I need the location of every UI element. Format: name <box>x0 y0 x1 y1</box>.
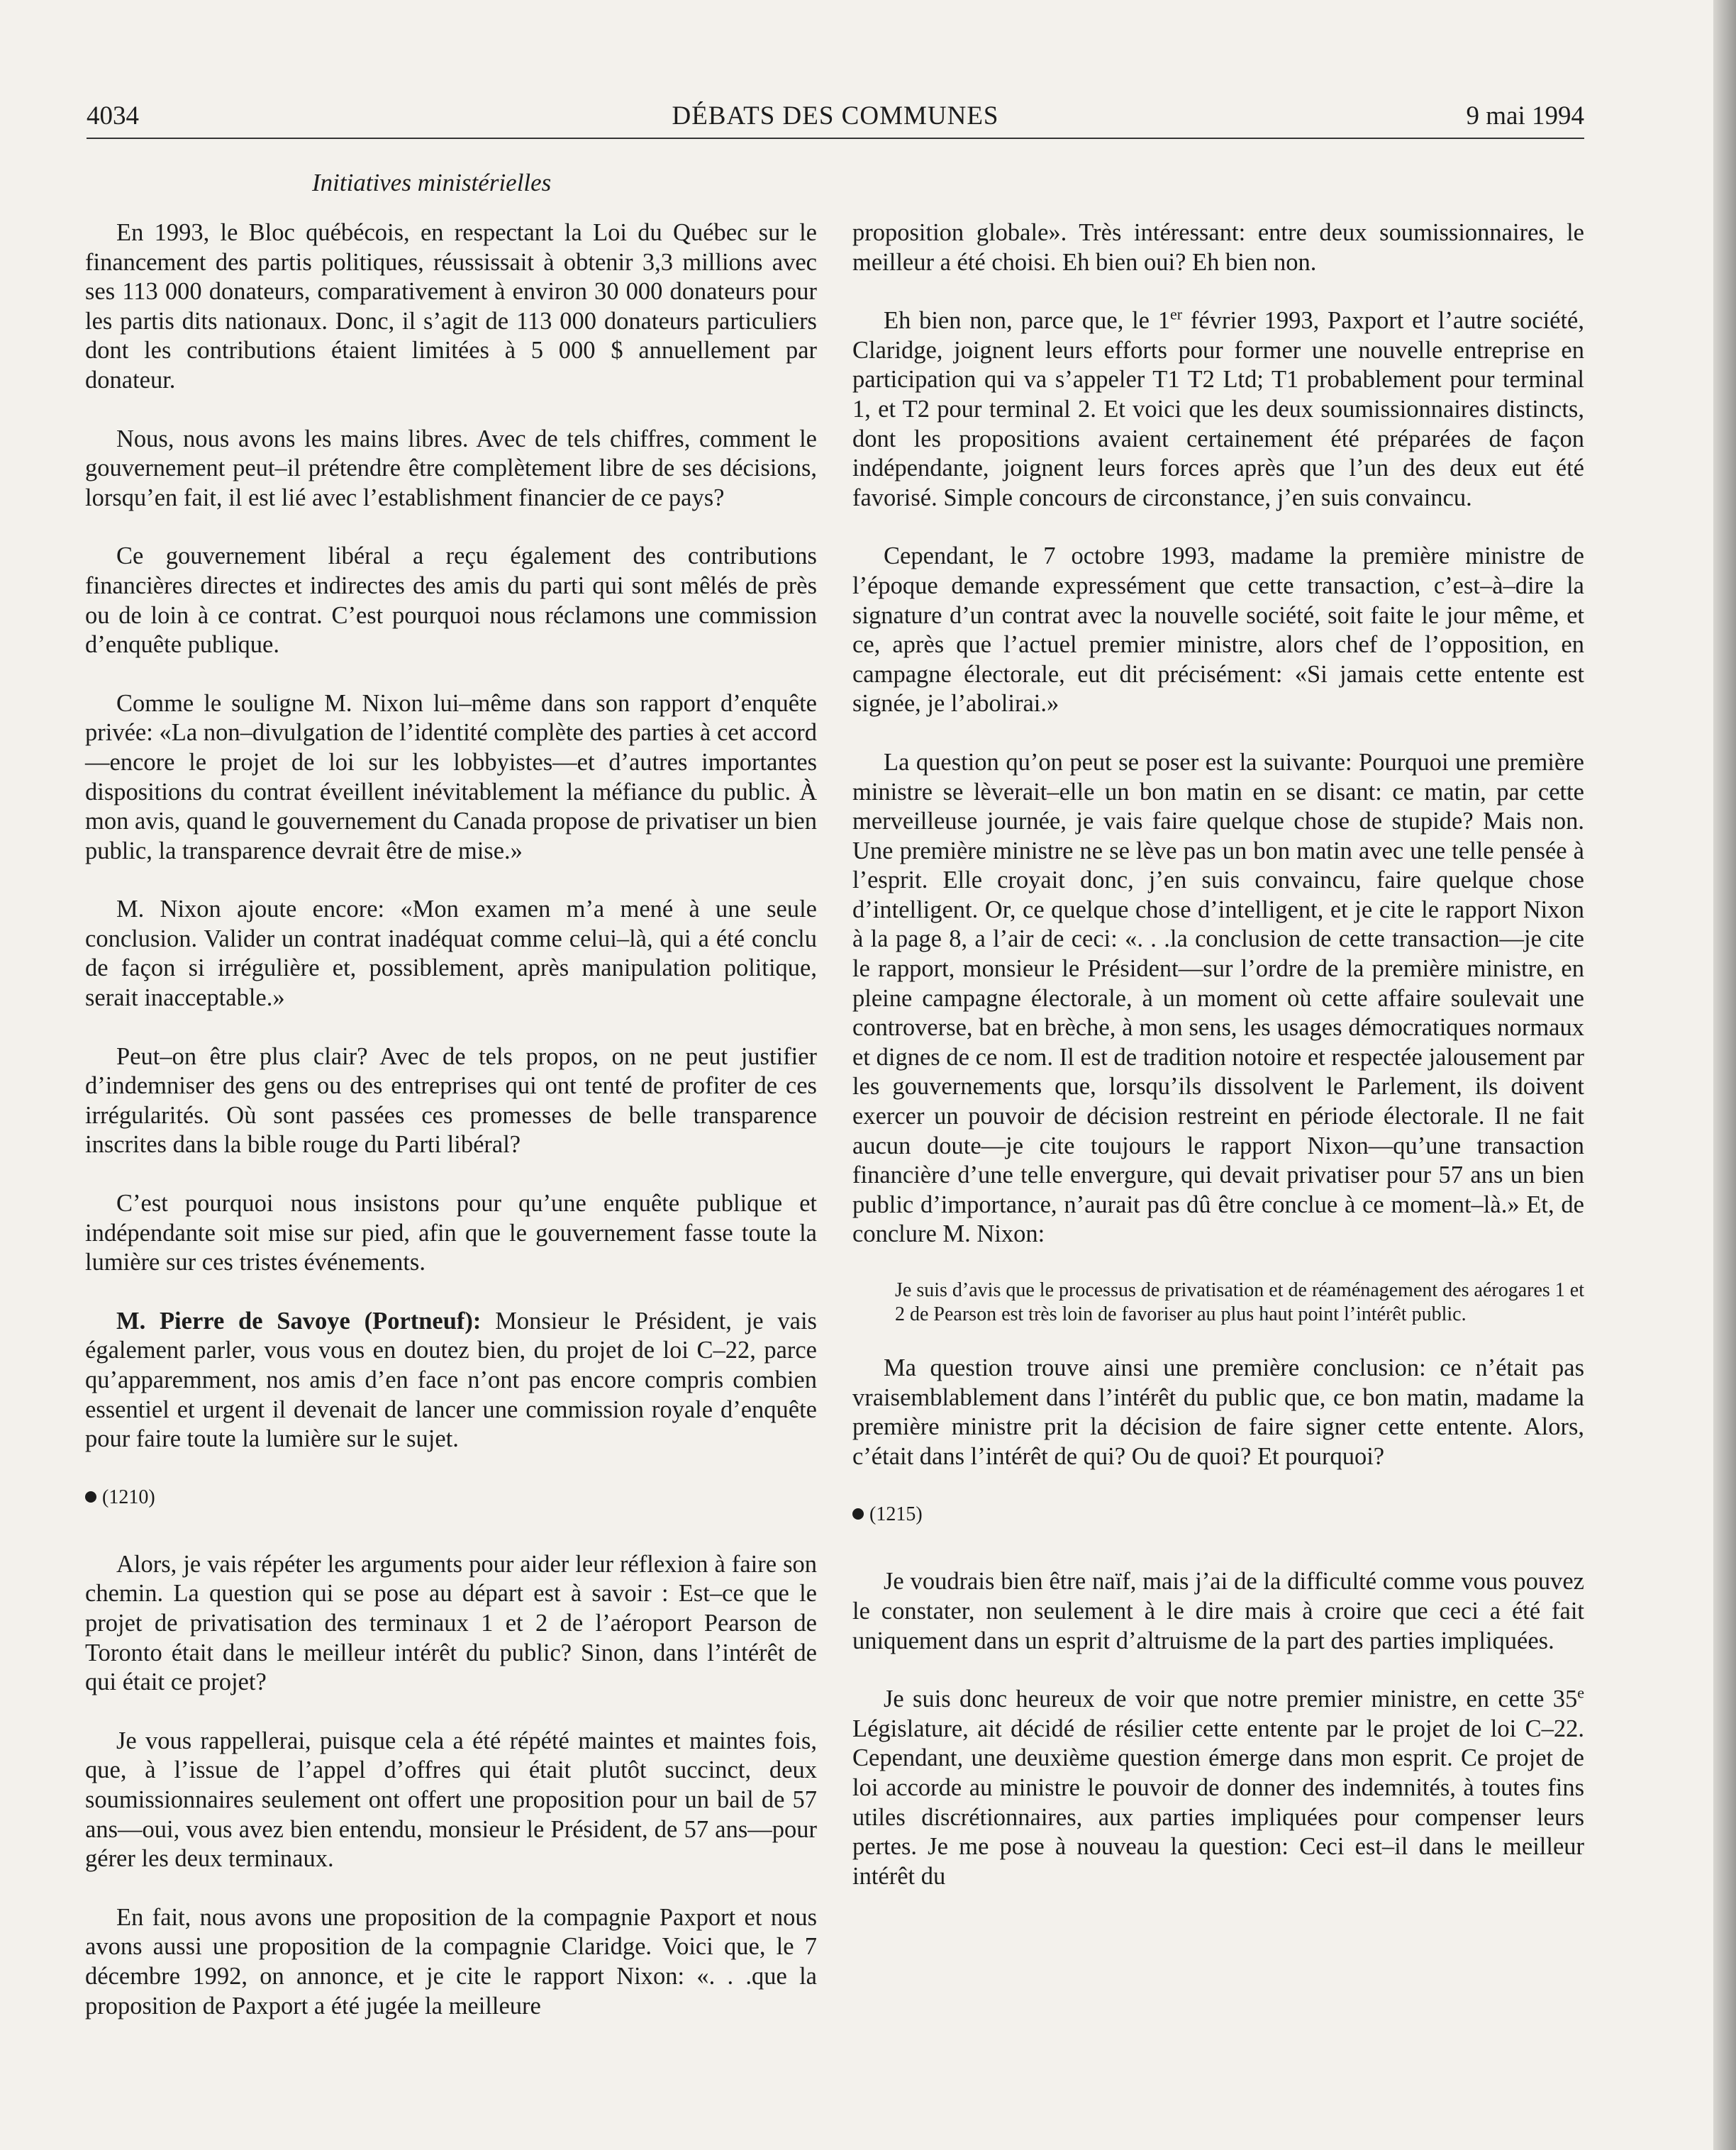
right-column <box>852 218 1584 1920</box>
paragraph: Nous, nous avons les mains libres. Avec de tels chiffres, comment le gouvernement peut–il prétendre être complètement libre de ses décisions, lorsqu’en fait, il est lié avec l’establishment financier de ce pays? <box>85 425 817 511</box>
paragraph: La question qu’on peut se poser est la suivante: Pourquoi une première ministre se lèverait–elle un bon matin en se disant: ce matin, par cette merveilleuse journée, je vais faire quelque chose de stupide? Mais non. Une première ministre ne se lève pas un bon matin avec une telle pensée à l’esprit. Elle croyait donc, j’en suis convaincu, faire quelque chose d’intelligent. Or, ce quelque chose d’intelligent, et je cite le rapport Nixon à la page 8, a l’air de ceci: «. . .la conclusion de cette transaction—je cite le rapport, monsieur le Président—sur l’ordre de la première ministre, en pleine campagne électorale, à un moment où cette affaire soulevait une controverse, bat en brèche, à mon sens, les usages démocratiques normaux et dignes de ce nom. Il est de tradition notoire et respectée jalousement par les gouvernements que, lorsqu’ils dissolvent le Parlement, ils doivent exercer un pouvoir de décision restreint en période électorale. Il ne fait aucun doute—je cite toujours le rapport Nixon—qu’une transaction financière d’une telle envergure, qui devait privatiser pour 57 ans un bien public d’importance, n’aurait pas dû être conclue à ce moment–là.» Et, de conclure M. Nixon: <box>852 748 1584 1248</box>
bullet-icon <box>852 1508 864 1520</box>
paragraph: proposition globale». Très intéressant: entre deux soumissionnaires, le meilleur a été choisi. Eh bien oui? Eh bien non. <box>852 219 1584 276</box>
paragraph: Je voudrais bien être naïf, mais j’ai de la difficulté comme vous pouvez le constater, non seulement à le dire mais à croire que ceci a été fait uniquement dans un esprit d’altruisme de la part des parties impliquées. <box>852 1568 1584 1654</box>
paragraph: M. Nixon ajoute encore: «Mon examen m’a mené à une seule conclusion. Valider un contrat inadéquat comme celui–là, qui a été conclu de façon si irrégulière et, possiblement, après manipulation politique, serait inacceptable.» <box>85 896 817 1012</box>
section-title: Initiatives ministérielles <box>312 169 552 196</box>
text-run: Eh bien non, parce que, le 1 <box>884 307 1171 335</box>
paragraph: C’est pourquoi nous insistons pour qu’une enquête publique et indépendante soit mise sur pied, afin que le gouvernement fasse toute la lumière sur ces tristes événements. <box>85 1190 817 1276</box>
bullet-icon <box>85 1491 96 1503</box>
paragraph: En 1993, le Bloc québécois, en respectant la Loi du Québec sur le financement des partis politiques, réussissait à obtenir 3,3 millions avec ses 113 000 donateurs, comparativement à environ 30 000 donateurs pour les partis dits nationaux. Donc, il s’agit de 113 000 donateurs particuliers dont les contributions étaient limitées à 5 000 $ annuellement par donateur. <box>85 219 817 394</box>
paragraph: Je vous rappellerai, puisque cela a été répété maintes et maintes fois, que, à l’issue de l’appel d’offres qui était plutôt succinct, deux soumissionnaires seulement ont offert une proposition pour un bail de 57 ans—oui, vous avez bien entendu, monsieur le Président, de 57 ans—pour gérer les deux terminaux. <box>85 1727 817 1873</box>
block-quote: Je suis d’avis que le processus de privatisation et de réaménagement des aérogares 1 et 2 de Pearson est très loin de favoriser au plus haut point l’intérêt public. <box>895 1279 1584 1325</box>
paragraph <box>852 306 1584 513</box>
time-marker <box>852 1500 1584 1529</box>
paragraph: Ma question trouve ainsi une première conclusion: ce n’était pas vraisemblablement dans l’intérêt du public que, ce bon matin, madame la première ministre prit la décision de faire signer cette entente. Alors, c’était dans l’intérêt de qui? Ou de quoi? Et pourquoi? <box>852 1354 1584 1470</box>
sitting-date: 9 mai 1994 <box>1466 101 1584 130</box>
time-stamp: (1215) <box>869 1503 923 1526</box>
speaker-name: M. Pierre de Savoye (Portneuf): <box>116 1307 482 1335</box>
text-run: février 1993, Paxport et l’autre société, Claridge, joignent leurs efforts pour former une nouvelle entreprise en participation qui va s’appeler T1 T2 Ltd; T1 probablement pour terminal 1, et T2 pour terminal 2. Et voici que les deux soumissionnaires distincts, dont les propositions avaient certainement été préparées de façon indépendante, joignent leurs forces après que l’un des deux eut été favorisé. Simple concours de circonstance, j’en suis convaincu. <box>852 307 1584 511</box>
page-header <box>87 101 1584 140</box>
text-run: Je suis donc heureux de voir que notre premier ministre, en cette 35 <box>884 1686 1578 1713</box>
superscript: e <box>1577 1683 1584 1702</box>
paragraph: Peut–on être plus clair? Avec de tels propos, on ne peut justifier d’indemniser des gens ou des entreprises qui ont tenté de profiter de ces irrégularités. Où sont passées ces promesses de belle transparence inscrites dans la bible rouge du Parti libéral? <box>85 1042 817 1159</box>
time-marker <box>85 1483 817 1512</box>
paragraph: Cependant, le 7 octobre 1993, madame la première ministre de l’époque demande expressément que cette transaction, c’est–à–dire la signature d’un contrat avec la nouvelle société, soit faite le jour même, et ce, après que l’actuel premier ministre, alors chef de l’opposition, en campagne électorale, eut dit précisément: «Si jamais cette entente est signée, je l’abolirai.» <box>852 542 1584 718</box>
paragraph: Comme le souligne M. Nixon lui–même dans son rapport d’enquête privée: «La non–divulgation de l’identité complète des parties à cet accord—encore le projet de loi sur les lobbyistes—et d’autres importantes dispositions du contrat éveillent inévitablement la méfiance du public. À mon avis, quand le gouvernement du Canada propose de privatiser un bien public, la transparence devrait être de mise.» <box>85 689 817 864</box>
speaker-paragraph <box>85 1307 817 1454</box>
left-column <box>85 218 817 2050</box>
header-rule <box>87 138 1584 139</box>
time-stamp: (1210) <box>102 1486 155 1508</box>
paragraph: En fait, nous avons une proposition de la compagnie Paxport et nous avons aussi une proposition de la compagnie Claridge. Voici que, le 7 décembre 1992, on annonce, et je cite le rapport Nixon: «. . .que la proposition de Paxport a été jugée la meilleure <box>85 1903 817 2020</box>
superscript: er <box>1170 305 1183 323</box>
paragraph: Ce gouvernement libéral a reçu également des contributions financières directes et indirectes des amis du parti qui sont mêlés de près ou de loin à ce contrat. C’est pourquoi nous réclamons une commission d’enquête publique. <box>85 542 817 659</box>
publication-title: DÉBATS DES COMMUNES <box>672 101 999 130</box>
page-number: 4034 <box>87 101 139 130</box>
text-run: Législature, ait décidé de résilier cette entente par le projet de loi C–22. Cependant, une deuxième question émerge dans mon esprit. Ce projet de loi accorde au ministre le pouvoir de donner des indemnités, à toutes fins utiles discrétionnaires, aux parties impliquées pour compenser leurs pertes. Je me pose à nouveau la question: Ceci est–il dans le meilleur intérêt du <box>852 1715 1584 1890</box>
paragraph: Alors, je vais répéter les arguments pour aider leur réflexion à faire son chemin. La question qui se pose au départ est à savoir : Est–ce que le projet de privatisation des terminaux 1 et 2 de l’aéroport Pearson de Toronto était dans le meilleur intérêt du public? Sinon, dans l’intérêt de qui était ce projet? <box>85 1550 817 1696</box>
page-edge-shadow <box>1713 0 1736 2150</box>
speech-text: Monsieur le Président, je vais également parler, vous vous en doutez bien, du projet de loi C–22, parce qu’apparemment, nos amis d’en face n’ont pas encore compris combien essentiel et urgent il devenait de lancer une commission royale d’enquête pour faire toute la lumière sur le sujet. <box>85 1307 817 1453</box>
paragraph <box>852 1685 1584 1891</box>
